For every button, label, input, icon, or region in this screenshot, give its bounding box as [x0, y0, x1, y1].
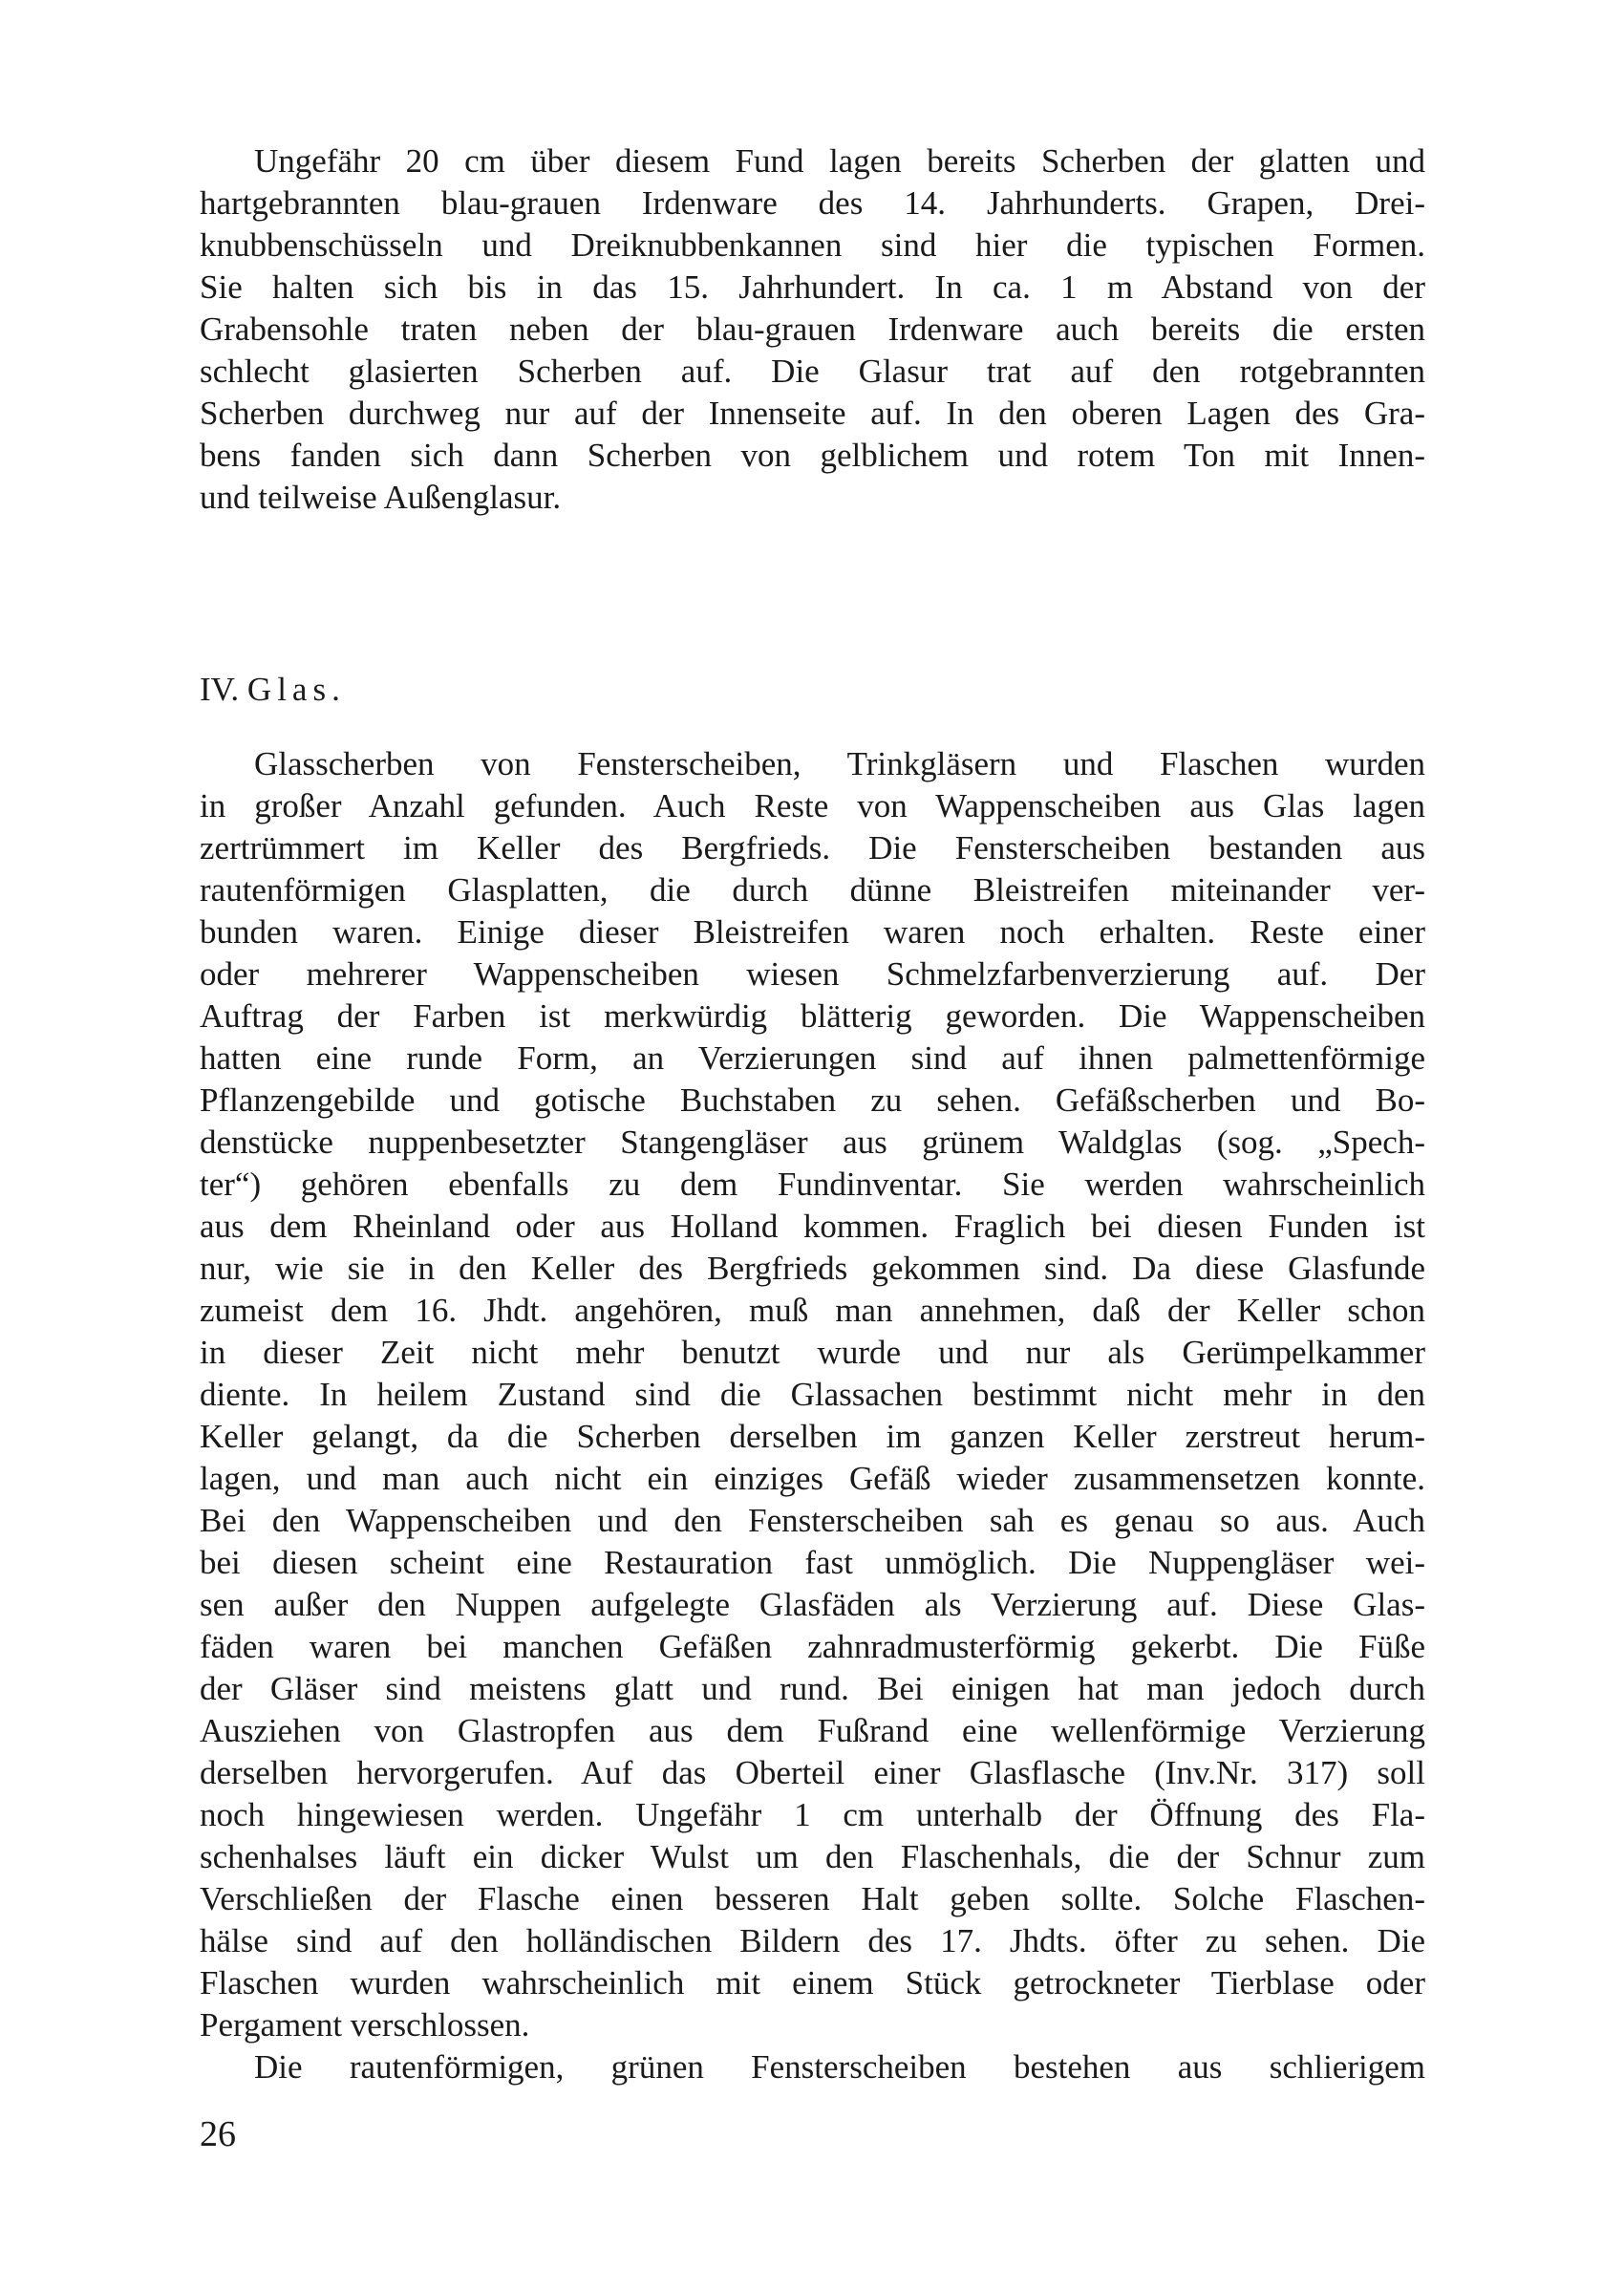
text-line: Sie halten sich bis in das 15. Jahrhundert. In ca. 1 m Abstand von der [200, 268, 1425, 306]
text-line: knubbenschüsseln und Dreiknubbenkannen sind hier die typischen Formen. [200, 226, 1425, 264]
text-line: Glasscherben von Fensterscheiben, Trinkgläsern und Flaschen wurden [254, 745, 1425, 782]
text-line: Pflanzengebilde und gotische Buchstaben zu sehen. Gefäßscherben und Bo- [200, 1081, 1425, 1119]
text-line: bei diesen scheint eine Restauration fast unmöglich. Die Nuppengläser wei- [200, 1544, 1425, 1581]
text-line: Ungefähr 20 cm über diesem Fund lagen bereits Scherben der glatten und [254, 142, 1425, 180]
text-line: denstücke nuppenbesetzter Stangengläser aus grünem Waldglas (sog. „Spech- [200, 1124, 1425, 1161]
text-line: hatten eine runde Form, an Verzierungen sind auf ihnen palmettenförmige [200, 1039, 1425, 1077]
text-line: in dieser Zeit nicht mehr benutzt wurde und nur als Gerümpelkammer [200, 1334, 1425, 1371]
text-line: Die rautenförmigen, grünen Fensterscheiben bestehen aus schlierigem [254, 2048, 1425, 2086]
text-line: fäden waren bei manchen Gefäßen zahnradmusterförmig gekerbt. Die Füße [200, 1628, 1425, 1665]
text-line: Bei den Wappenscheiben und den Fensterscheiben sah es genau so aus. Auch [200, 1502, 1425, 1539]
text-line: Scherben durchweg nur auf der Innenseite auf. In den oberen Lagen des Gra- [200, 395, 1425, 432]
text-line: bunden waren. Einige dieser Bleistreifen waren noch erhalten. Reste einer [200, 913, 1425, 951]
text-line: und teilweise Außenglasur. [200, 479, 562, 516]
text-line: lagen, und man auch nicht ein einziges Gefäß wieder zusammensetzen konnte. [200, 1460, 1425, 1497]
text-line: Verschließen der Flasche einen besseren Halt geben sollte. Solche Flaschen- [200, 1880, 1425, 1917]
text-line: der Gläser sind meistens glatt und rund. Bei einigen hat man jedoch durch [200, 1670, 1425, 1707]
text-line: ter“) gehören ebenfalls zu dem Fundinventar. Sie werden wahrscheinlich [200, 1166, 1425, 1203]
text-line: hälse sind auf den holländischen Bildern des 17. Jhdts. öfter zu sehen. Die [200, 1922, 1425, 1959]
section-title: Glas. [246, 671, 346, 708]
text-line: Ausziehen von Glastropfen aus dem Fußrand eine wellenförmige Verzierung [200, 1712, 1425, 1749]
section-heading [200, 669, 346, 711]
text-line: noch hingewiesen werden. Ungefähr 1 cm unterhalb der Öffnung des Fla- [200, 1796, 1425, 1833]
text-line: schenhalses läuft ein dicker Wulst um den Flaschenhals, die der Schnur zum [200, 1838, 1425, 1875]
page-number: 26 [200, 2114, 236, 2154]
text-line: Auftrag der Farben ist merkwürdig blätterig geworden. Die Wappenscheiben [200, 997, 1425, 1035]
text-line: schlecht glasierten Scherben auf. Die Glasur trat auf den rotgebrannten [200, 353, 1425, 390]
text-line: rautenförmigen Glasplatten, die durch dünne Bleistreifen miteinander ver- [200, 871, 1425, 909]
text-line: zumeist dem 16. Jhdt. angehören, muß man annehmen, daß der Keller schon [200, 1292, 1425, 1329]
text-line: in großer Anzahl gefunden. Auch Reste von Wappenscheiben aus Glas lagen [200, 787, 1425, 824]
text-line: oder mehrerer Wappenscheiben wiesen Schmelzfarbenverzierung auf. Der [200, 955, 1425, 993]
text-line: bens fanden sich dann Scherben von gelblichem und rotem Ton mit Innen- [200, 437, 1425, 474]
text-line: nur, wie sie in den Keller des Bergfrieds gekommen sind. Da diese Glasfunde [200, 1250, 1425, 1287]
text-line: diente. In heilem Zustand sind die Glassachen bestimmt nicht mehr in den [200, 1376, 1425, 1413]
text-line: Keller gelangt, da die Scherben derselben im ganzen Keller zerstreut herum- [200, 1418, 1425, 1455]
section-numeral: IV. [200, 671, 240, 708]
text-line: derselben hervorgerufen. Auf das Oberteil einer Glasflasche (Inv.Nr. 317) soll [200, 1754, 1425, 1791]
text-line: hartgebrannten blau-grauen Irdenware des 14. Jahrhunderts. Grapen, Drei- [200, 184, 1425, 222]
text-line: sen außer den Nuppen aufgelegte Glasfäden als Verzierung auf. Diese Glas- [200, 1586, 1425, 1623]
text-line: Flaschen wurden wahrscheinlich mit einem Stück getrockneter Tierblase oder [200, 1964, 1425, 2001]
text-line: Grabensohle traten neben der blau-grauen Irdenware auch bereits die ersten [200, 310, 1425, 348]
text-line: zertrümmert im Keller des Bergfrieds. Die Fensterscheiben bestanden aus [200, 829, 1425, 867]
text-line: aus dem Rheinland oder aus Holland kommen. Fraglich bei diesen Funden ist [200, 1208, 1425, 1245]
text-line: Pergament verschlossen. [200, 2006, 530, 2044]
